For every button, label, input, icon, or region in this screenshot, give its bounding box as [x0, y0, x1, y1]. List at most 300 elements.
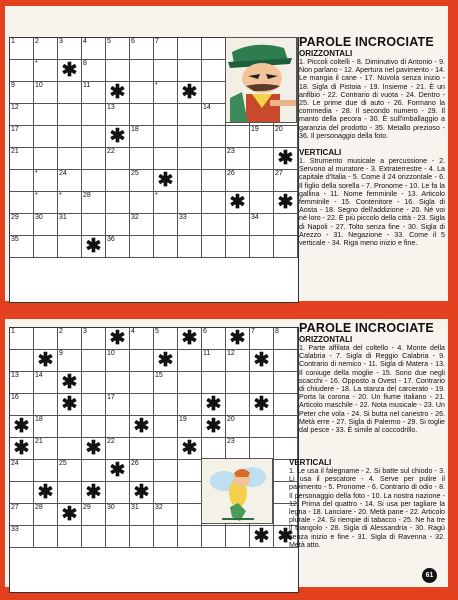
clue-number: 35 — [11, 236, 19, 243]
grid-cell — [154, 372, 178, 394]
clues-panel-2 — [299, 322, 445, 434]
grid-cell — [10, 460, 34, 482]
clue-number: 14 — [35, 372, 43, 379]
grid-cell — [58, 82, 82, 104]
horizontal-clues-2: 1. Parte affilata del coltello - 4. Monte della Calabria - 7. Sigla di Reggio Calabria - 9. Contrario di nemico - 11. Sigla di Matera - 13. Il coniuge della moglie - 15. Sono due negli scacchi - 16. Opposto a Ovest - 17. Contrario di chiudere - 18. La stanza del carcerato - 19. Porta la corona - 20. Un fiume italiano - 21. Articolo maschile - 22. Nota musicale - 23. Un Peter che vola - 24. Si butta nel canestro - 26. Metà erre - 27. Sigla di Palermo - 29. Si toglie dal pesce - 33. È simile al coccodrillo. — [299, 344, 445, 435]
grid-cell — [154, 38, 178, 60]
grid-cell — [154, 148, 178, 170]
grid-cell — [10, 82, 34, 104]
grid-cell — [58, 372, 82, 394]
clue-number: 21 — [11, 148, 19, 155]
grid-cell — [106, 104, 130, 126]
clue-number: 36 — [107, 236, 115, 243]
grid-cell — [202, 350, 226, 372]
grid-cell — [130, 148, 154, 170]
grid-cell — [202, 328, 226, 350]
grid-cell — [34, 416, 58, 438]
grid-cell — [178, 82, 202, 104]
grid-cell — [274, 192, 298, 214]
clue-number: 17 — [11, 126, 19, 133]
clue-number: 20 — [227, 416, 235, 423]
grid-cell — [226, 192, 250, 214]
grid-cell — [250, 372, 274, 394]
grid-cell — [178, 504, 202, 526]
grid-cell — [34, 60, 58, 82]
black-square-star: ✱ — [61, 504, 78, 525]
grid-cell — [202, 192, 226, 214]
vertical-clues-1: 1. Strumento musicale a percussione - 2. Servono al muratore - 3. Extraterrestre - 4. La capitale d'Italia - 5. Come il 24 orizzontale - 6. Il figlio della sorella - 7. Pronome - 10. Le fa la gallina - 11. Nome femminile - 13. Articolo femminile - 15. Contenitore - 16. Sigla di Aosta - 18. Segno dell'addizione - 20. Né voi né loro - 22. È più piccolo della città - 23. Sigla di Napoli - 27. Tolto senza fine - 30. Sigla di Arezzo - 31. Negazione - 33. Come il 5 verticale - 34. Riga meno inizio e fine. — [299, 157, 445, 248]
grid-cell — [274, 214, 298, 236]
grid-cell — [58, 60, 82, 82]
grid-cell — [82, 416, 106, 438]
grid-cell — [274, 236, 298, 258]
clue-number: 26 — [227, 170, 235, 177]
grid-cell — [178, 372, 202, 394]
grid-cell — [130, 350, 154, 372]
grid-cell — [154, 170, 178, 192]
grid-cell — [274, 126, 298, 148]
grid-cell — [34, 38, 58, 60]
grid-cell — [178, 60, 202, 82]
grid-cell — [106, 394, 130, 416]
grid-cell — [178, 482, 202, 504]
grid-cell — [106, 416, 130, 438]
clue-number: 31 — [59, 214, 67, 221]
black-square-star: ✱ — [229, 328, 246, 349]
black-square-star: ✱ — [181, 438, 198, 459]
grid-cell — [154, 82, 178, 104]
grid-cell — [202, 60, 226, 82]
clue-number: 3 — [83, 328, 87, 335]
grid-cell — [34, 82, 58, 104]
clue-number: * — [155, 192, 158, 199]
grid-cell — [226, 416, 250, 438]
clue-number: 33 — [179, 214, 187, 221]
grid-cell — [250, 328, 274, 350]
grid-cell — [226, 350, 250, 372]
clue-number: 11 — [203, 350, 211, 357]
grid-cell — [226, 438, 250, 460]
grid-cell — [58, 350, 82, 372]
clue-number: 30 — [107, 504, 115, 511]
grid-cell — [10, 192, 34, 214]
grid-cell — [106, 126, 130, 148]
black-square-star: ✱ — [205, 416, 222, 437]
grid-cell — [226, 170, 250, 192]
black-square-star: ✱ — [253, 394, 270, 415]
grid-cell — [250, 192, 274, 214]
grid-cell — [10, 60, 34, 82]
grid-cell — [58, 504, 82, 526]
grid-cell — [106, 60, 130, 82]
grid-cell — [34, 192, 58, 214]
grid-cell — [130, 526, 154, 548]
vertical-clues-2: 1. Le usa il falegname - 2. Si batte sul chiodo - 3. Li usa il pescatore - 4. Serve per pulire il pavimento - 5. Pronome - 6. Contrario di odio - 8. Il personaggio della foto - 10. La nostra nazione - 12. Prima del quattro - 14. Si usa per tagliare la legna - 18. Lanciare - 20. Metà pane - 22. Articolo plurale - 24. Si riempie di tabacco - 25. Ne ha tre il triangolo - 28. Sigla di Alessandria - 30. Ragù senza inizio e fine - 31. Sigla di Ravenna - 32. Metà atto. — [289, 467, 445, 549]
clue-number: 13 — [11, 372, 19, 379]
grid-cell — [178, 328, 202, 350]
grid-cell — [202, 126, 226, 148]
black-square-star: ✱ — [229, 192, 246, 213]
clue-number: 10 — [35, 82, 43, 89]
clue-number: 19 — [179, 416, 187, 423]
grid-cell — [34, 372, 58, 394]
grid-cell — [130, 504, 154, 526]
black-square-star: ✱ — [109, 328, 126, 349]
grid-cell — [178, 38, 202, 60]
clue-number: 24 — [11, 460, 19, 467]
black-square-star: ✱ — [181, 82, 198, 103]
black-square-star: ✱ — [277, 192, 294, 213]
grid-cell — [34, 482, 58, 504]
black-square-star: ✱ — [157, 170, 174, 191]
clue-number: 13 — [107, 104, 115, 111]
clue-number: 23 — [227, 438, 235, 445]
grid-cell — [34, 504, 58, 526]
grid-cell — [10, 328, 34, 350]
grid-cell — [106, 526, 130, 548]
grid-cell — [274, 148, 298, 170]
grid-cell — [154, 214, 178, 236]
grid-cell — [130, 372, 154, 394]
clue-number: 28 — [35, 504, 43, 511]
clue-number: 22 — [107, 148, 115, 155]
grid-cell — [58, 438, 82, 460]
grid-cell — [106, 38, 130, 60]
grid-cell — [130, 214, 154, 236]
grid-cell — [226, 526, 250, 548]
grid-cell — [202, 416, 226, 438]
clue-number: * — [155, 82, 158, 89]
grid-cell — [130, 460, 154, 482]
grid-cell — [250, 236, 274, 258]
black-square-star: ✱ — [37, 482, 54, 503]
black-square-star: ✱ — [85, 236, 102, 257]
clues-panel-2b — [289, 458, 445, 549]
clue-number: 27 — [275, 170, 283, 177]
grid-cell — [34, 126, 58, 148]
grid-cell — [154, 504, 178, 526]
grid-cell — [154, 416, 178, 438]
grid-cell — [178, 416, 202, 438]
black-square-star: ✱ — [109, 460, 126, 481]
grid-cell — [130, 60, 154, 82]
grid-cell — [82, 214, 106, 236]
grid-cell — [250, 416, 274, 438]
clue-number: 8 — [275, 328, 279, 335]
black-square-star: ✱ — [133, 482, 150, 503]
black-square-star: ✱ — [85, 438, 102, 459]
clue-number: 18 — [35, 416, 43, 423]
grid-cell — [274, 350, 298, 372]
grid-cell — [250, 526, 274, 548]
clue-number: 9 — [59, 350, 63, 357]
grid-cell — [154, 482, 178, 504]
grid-cell — [10, 104, 34, 126]
grid-cell — [226, 126, 250, 148]
grid-cell — [202, 372, 226, 394]
grid-cell — [202, 104, 226, 126]
clue-number: 17 — [107, 394, 115, 401]
grid-cell — [58, 416, 82, 438]
grid-cell — [10, 438, 34, 460]
grid-cell — [106, 460, 130, 482]
grid-cell — [106, 482, 130, 504]
clue-number: 21 — [35, 438, 43, 445]
clue-number: 4 — [131, 328, 135, 335]
grid-cell — [106, 504, 130, 526]
page-number: 61 — [422, 568, 437, 583]
grid-cell — [202, 236, 226, 258]
grid-cell — [106, 214, 130, 236]
grid-cell — [10, 526, 34, 548]
clue-number: 25 — [131, 170, 139, 177]
clue-number: 10 — [107, 350, 115, 357]
grid-cell — [130, 394, 154, 416]
grid-cell — [130, 104, 154, 126]
black-square-star: ✱ — [205, 394, 222, 415]
clue-number: * — [35, 60, 38, 67]
grid-cell — [154, 460, 178, 482]
grid-cell — [202, 526, 226, 548]
grid-cell — [34, 328, 58, 350]
clue-number: 8 — [83, 60, 87, 67]
grid-cell — [58, 460, 82, 482]
character-illustration-2 — [201, 458, 273, 524]
clue-number: 19 — [251, 126, 259, 133]
grid-cell — [226, 372, 250, 394]
grid-cell — [10, 394, 34, 416]
grid-cell — [10, 372, 34, 394]
grid-cell — [202, 214, 226, 236]
grid-cell — [154, 236, 178, 258]
grid-cell — [82, 482, 106, 504]
grid-cell — [82, 438, 106, 460]
grid-cell — [130, 438, 154, 460]
grid-cell — [274, 416, 298, 438]
grid-cell — [10, 482, 34, 504]
grid-cell — [34, 460, 58, 482]
black-square-star: ✱ — [61, 372, 78, 393]
black-square-star: ✱ — [133, 416, 150, 437]
grid-cell — [82, 104, 106, 126]
grid-cell — [250, 438, 274, 460]
black-square-star: ✱ — [109, 82, 126, 103]
grid-cell — [274, 394, 298, 416]
grid-cell — [82, 504, 106, 526]
vertical-heading-2: VERTICALI — [289, 458, 332, 467]
grid-cell — [58, 394, 82, 416]
horizontal-clues-1: 1. Piccoli coltelli - 8. Diminutivo di Antonio - 9. Non parlano - 12. Apertura nel pavimento - 14. Le mangia il cane - 17. Nuvola senza inizio - 18. Sigla di Pistoia - 19. Insieme - 21. È un anfibio - 22. Contrario di vuota - 24. Dentro - 25. Le prime due di auto - 26. Formano la commedia - 28. Il secondo numero - 29. Il manto della pecora - 30. È sull'imballaggio a garanzia del prodotto - 35. Metallo prezioso - 36. Il personaggio della foto. — [299, 58, 445, 140]
grid-cell — [130, 482, 154, 504]
clue-number: 6 — [131, 38, 135, 45]
grid-cell — [202, 38, 226, 60]
clue-number: 12 — [11, 104, 19, 111]
grid-cell — [178, 192, 202, 214]
clue-number: 25 — [59, 460, 67, 467]
grid-cell — [58, 236, 82, 258]
clue-number: 23 — [227, 148, 235, 155]
grid-cell — [250, 170, 274, 192]
clue-number: 18 — [131, 126, 139, 133]
clue-number: 27 — [11, 504, 19, 511]
grid-cell — [34, 104, 58, 126]
grid-cell — [178, 438, 202, 460]
grid-cell — [82, 170, 106, 192]
clue-number: 26 — [131, 460, 139, 467]
grid-cell — [82, 460, 106, 482]
grid-cell — [274, 328, 298, 350]
grid-cell — [202, 170, 226, 192]
grid-cell — [130, 38, 154, 60]
clue-number: 7 — [251, 328, 255, 335]
clue-number: * — [35, 192, 38, 199]
grid-cell — [10, 214, 34, 236]
grid-cell — [58, 104, 82, 126]
clue-number: 12 — [227, 350, 235, 357]
clue-number: 16 — [11, 394, 19, 401]
grid-cell — [178, 214, 202, 236]
clue-number: 14 — [203, 104, 211, 111]
black-square-star: ✱ — [85, 482, 102, 503]
clue-number: 3 — [59, 38, 63, 45]
clue-number: 33 — [11, 526, 19, 533]
clue-number: 29 — [11, 214, 19, 221]
grid-cell — [130, 82, 154, 104]
clue-number: * — [59, 192, 62, 199]
puzzle-title-1: PAROLE INCROCIATE — [299, 35, 434, 49]
grid-cell — [82, 82, 106, 104]
grid-cell — [154, 438, 178, 460]
grid-cell — [130, 236, 154, 258]
horizontal-heading-1: ORIZZONTALI — [299, 49, 353, 58]
clue-number: 32 — [131, 214, 139, 221]
clue-number: 2 — [35, 38, 39, 45]
grid-cell — [58, 148, 82, 170]
black-square-star: ✱ — [181, 328, 198, 349]
grid-cell — [82, 350, 106, 372]
grid-cell — [154, 60, 178, 82]
divider-band — [5, 301, 448, 319]
grid-cell — [250, 350, 274, 372]
grid-cell — [274, 170, 298, 192]
clue-number: 11 — [83, 82, 91, 89]
clue-number: 1 — [11, 38, 15, 45]
character-illustration-1 — [225, 37, 297, 123]
clue-number: 2 — [59, 328, 63, 335]
grid-cell — [178, 236, 202, 258]
grid-cell — [178, 394, 202, 416]
black-square-star: ✱ — [13, 438, 30, 459]
grid-cell — [10, 416, 34, 438]
grid-cell — [202, 438, 226, 460]
grid-cell — [34, 148, 58, 170]
grid-cell — [58, 526, 82, 548]
grid-cell — [34, 526, 58, 548]
clue-number: 30 — [35, 214, 43, 221]
grid-cell — [34, 350, 58, 372]
grid-cell — [130, 126, 154, 148]
clue-number: 4 — [83, 38, 87, 45]
black-square-star: ✱ — [13, 416, 30, 437]
grid-cell — [178, 350, 202, 372]
black-square-star: ✱ — [277, 526, 294, 547]
grid-cell — [58, 214, 82, 236]
clue-number: 6 — [203, 328, 207, 335]
grid-cell — [154, 126, 178, 148]
clue-number: 9 — [11, 82, 15, 89]
grid-cell — [34, 170, 58, 192]
black-square-star: ✱ — [157, 350, 174, 371]
grid-cell — [82, 394, 106, 416]
grid-cell — [154, 104, 178, 126]
grid-cell — [58, 328, 82, 350]
grid-cell — [82, 60, 106, 82]
grid-cell — [106, 170, 130, 192]
clue-number: 7 — [155, 38, 159, 45]
grid-cell — [82, 148, 106, 170]
black-square-star: ✱ — [37, 350, 54, 371]
clue-number: 28 — [83, 192, 91, 199]
grid-cell — [82, 372, 106, 394]
black-square-star: ✱ — [109, 126, 126, 147]
grid-cell — [154, 526, 178, 548]
grid-cell — [154, 192, 178, 214]
grid-cell — [106, 82, 130, 104]
grid-cell — [250, 394, 274, 416]
clue-number: * — [35, 170, 38, 177]
grid-cell — [274, 372, 298, 394]
grid-cell — [226, 394, 250, 416]
grid-cell — [58, 126, 82, 148]
grid-cell — [274, 438, 298, 460]
grid-cell — [202, 394, 226, 416]
grid-cell — [130, 328, 154, 350]
grid-cell — [58, 170, 82, 192]
grid-cell — [226, 148, 250, 170]
grid-cell — [58, 192, 82, 214]
grid-cell — [250, 214, 274, 236]
grid-cell — [226, 328, 250, 350]
grid-cell — [178, 526, 202, 548]
grid-cell — [10, 126, 34, 148]
puzzle-title-2: PAROLE INCROCIATE — [299, 321, 434, 335]
clues-panel-1 — [299, 36, 445, 247]
grid-cell — [10, 148, 34, 170]
grid-cell — [34, 438, 58, 460]
grid-cell — [106, 192, 130, 214]
grid-cell — [250, 126, 274, 148]
grid-cell — [10, 236, 34, 258]
clue-number: 22 — [107, 438, 115, 445]
vertical-heading-1: VERTICALI — [299, 148, 342, 158]
clue-number: 20 — [275, 126, 283, 133]
grid-cell — [106, 236, 130, 258]
grid-cell — [202, 82, 226, 104]
grid-cell — [250, 148, 274, 170]
clue-number: 32 — [155, 504, 163, 511]
grid-cell — [82, 236, 106, 258]
grid-cell — [226, 236, 250, 258]
grid-cell — [178, 170, 202, 192]
black-square-star: ✱ — [253, 526, 270, 547]
grid-cell — [154, 350, 178, 372]
grid-cell — [130, 192, 154, 214]
grid-cell — [82, 526, 106, 548]
black-square-star: ✱ — [277, 148, 294, 169]
black-square-star: ✱ — [253, 350, 270, 371]
clue-number: 15 — [155, 372, 163, 379]
grid-cell — [130, 170, 154, 192]
